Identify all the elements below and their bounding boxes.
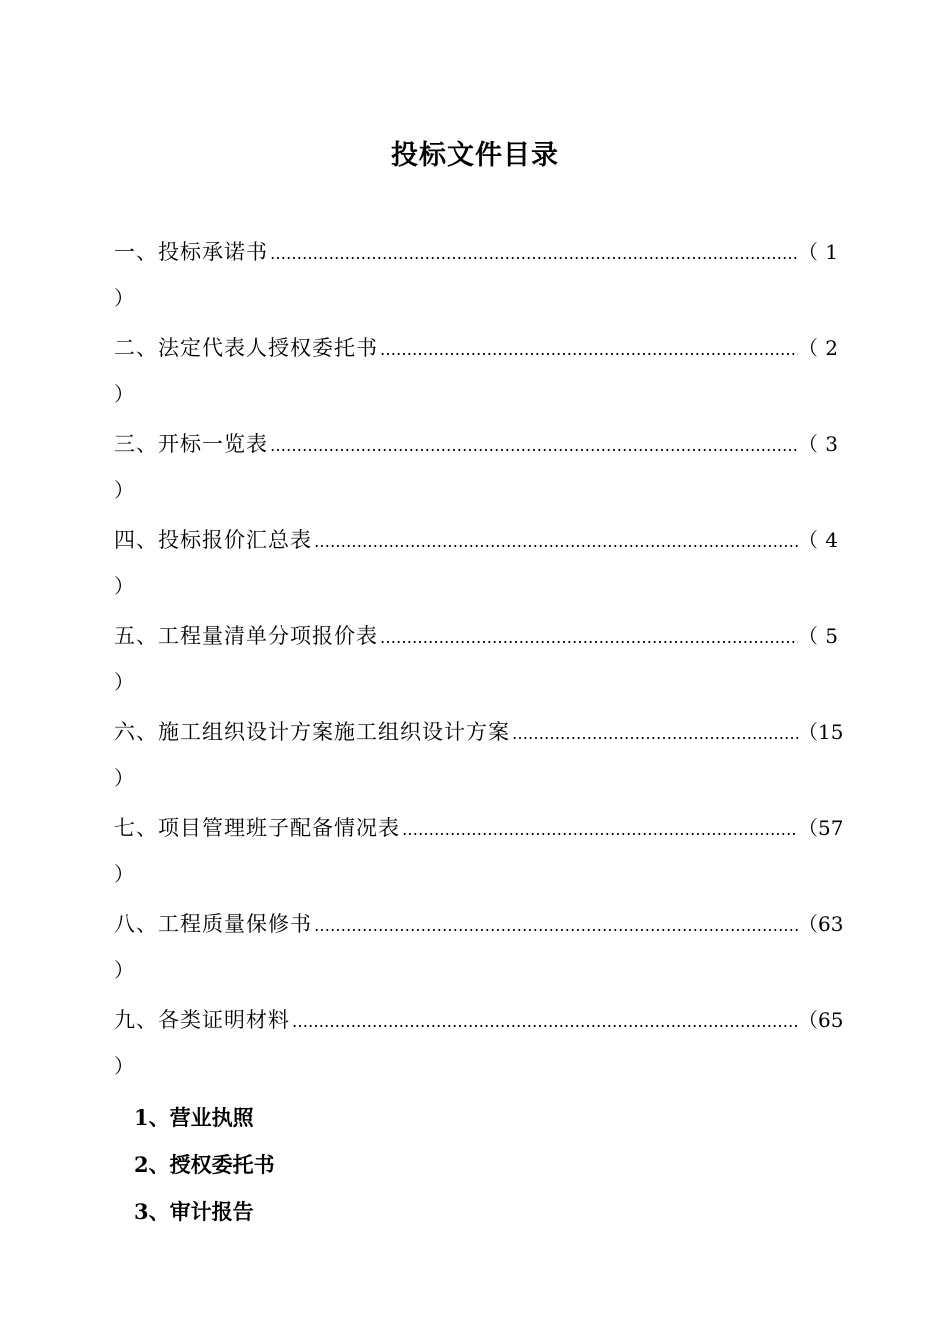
toc-entry[interactable] bbox=[114, 904, 844, 1000]
toc-entry[interactable] bbox=[114, 424, 838, 520]
toc-paren-close: ） bbox=[114, 574, 134, 598]
toc-paren-close: ） bbox=[114, 382, 134, 406]
attachment-list bbox=[134, 1094, 275, 1235]
toc-paren-close: ） bbox=[114, 1054, 134, 1078]
toc-page-number: 3 bbox=[825, 432, 838, 456]
toc-entry-label: 六、施工组织设计方案施工组织设计方案 bbox=[114, 720, 510, 744]
attachment-item[interactable]: 2、授权委托书 bbox=[134, 1152, 275, 1177]
toc-paren-open: （ bbox=[798, 528, 818, 552]
toc-entry-label: 七、项目管理班子配备情况表 bbox=[114, 816, 400, 840]
toc-entry-label: 四、投标报价汇总表 bbox=[114, 528, 312, 552]
toc-entry[interactable] bbox=[114, 1000, 844, 1096]
attachment-item[interactable]: 1、营业执照 bbox=[134, 1105, 254, 1130]
toc-paren-open: （ bbox=[798, 624, 818, 648]
toc-entry[interactable] bbox=[114, 808, 844, 904]
toc-paren-close: ） bbox=[114, 766, 134, 790]
toc-page-number: 4 bbox=[825, 528, 838, 552]
toc-paren-open: （ bbox=[798, 816, 818, 840]
toc-page-number: 1 bbox=[825, 240, 838, 264]
toc-entry[interactable] bbox=[114, 328, 838, 424]
toc-page-number: 57 bbox=[818, 816, 844, 840]
document-title: 投标文件目录 bbox=[391, 140, 559, 171]
toc-page-number: 15 bbox=[818, 720, 844, 744]
toc-paren-close: ） bbox=[114, 958, 134, 982]
toc-paren-open: （ bbox=[798, 336, 818, 360]
toc-entry[interactable] bbox=[114, 520, 838, 616]
toc-paren-open: （ bbox=[798, 1008, 818, 1032]
toc-paren-close: ） bbox=[114, 862, 134, 886]
toc-entry-label: 八、工程质量保修书 bbox=[114, 912, 312, 936]
toc-paren-open: （ bbox=[798, 720, 818, 744]
toc-entry-label: 九、各类证明材料 bbox=[114, 1008, 290, 1032]
toc-entry-label: 二、法定代表人授权委托书 bbox=[114, 336, 378, 360]
toc-dot-leader bbox=[268, 234, 798, 274]
toc-entry[interactable] bbox=[114, 712, 844, 808]
toc-dot-leader bbox=[510, 714, 798, 754]
toc-page-number: 63 bbox=[818, 912, 844, 936]
toc-dot-leader bbox=[312, 522, 798, 562]
toc-paren-close: ） bbox=[114, 286, 134, 310]
toc-page-number: 65 bbox=[818, 1008, 844, 1032]
toc-dot-leader bbox=[290, 1002, 798, 1042]
toc-dot-leader bbox=[312, 906, 798, 946]
toc-entry-label: 三、开标一览表 bbox=[114, 432, 268, 456]
toc-paren-open: （ bbox=[798, 912, 818, 936]
toc-page-number: 5 bbox=[825, 624, 838, 648]
toc-entry[interactable] bbox=[114, 616, 838, 712]
toc-paren-close: ） bbox=[114, 478, 134, 502]
toc-paren-open: （ bbox=[798, 240, 818, 264]
toc-entry-label: 五、工程量清单分项报价表 bbox=[114, 624, 378, 648]
toc-entry[interactable] bbox=[114, 232, 838, 328]
toc-dot-leader bbox=[378, 618, 798, 658]
toc-paren-open: （ bbox=[798, 432, 818, 456]
toc-dot-leader bbox=[378, 330, 798, 370]
toc-page-number: 2 bbox=[825, 336, 838, 360]
table-of-contents bbox=[114, 232, 844, 1096]
toc-dot-leader bbox=[400, 810, 798, 850]
toc-entry-label: 一、投标承诺书 bbox=[114, 240, 268, 264]
toc-dot-leader bbox=[268, 426, 798, 466]
toc-paren-close: ） bbox=[114, 670, 134, 694]
attachment-item[interactable]: 3、审计报告 bbox=[134, 1199, 254, 1224]
